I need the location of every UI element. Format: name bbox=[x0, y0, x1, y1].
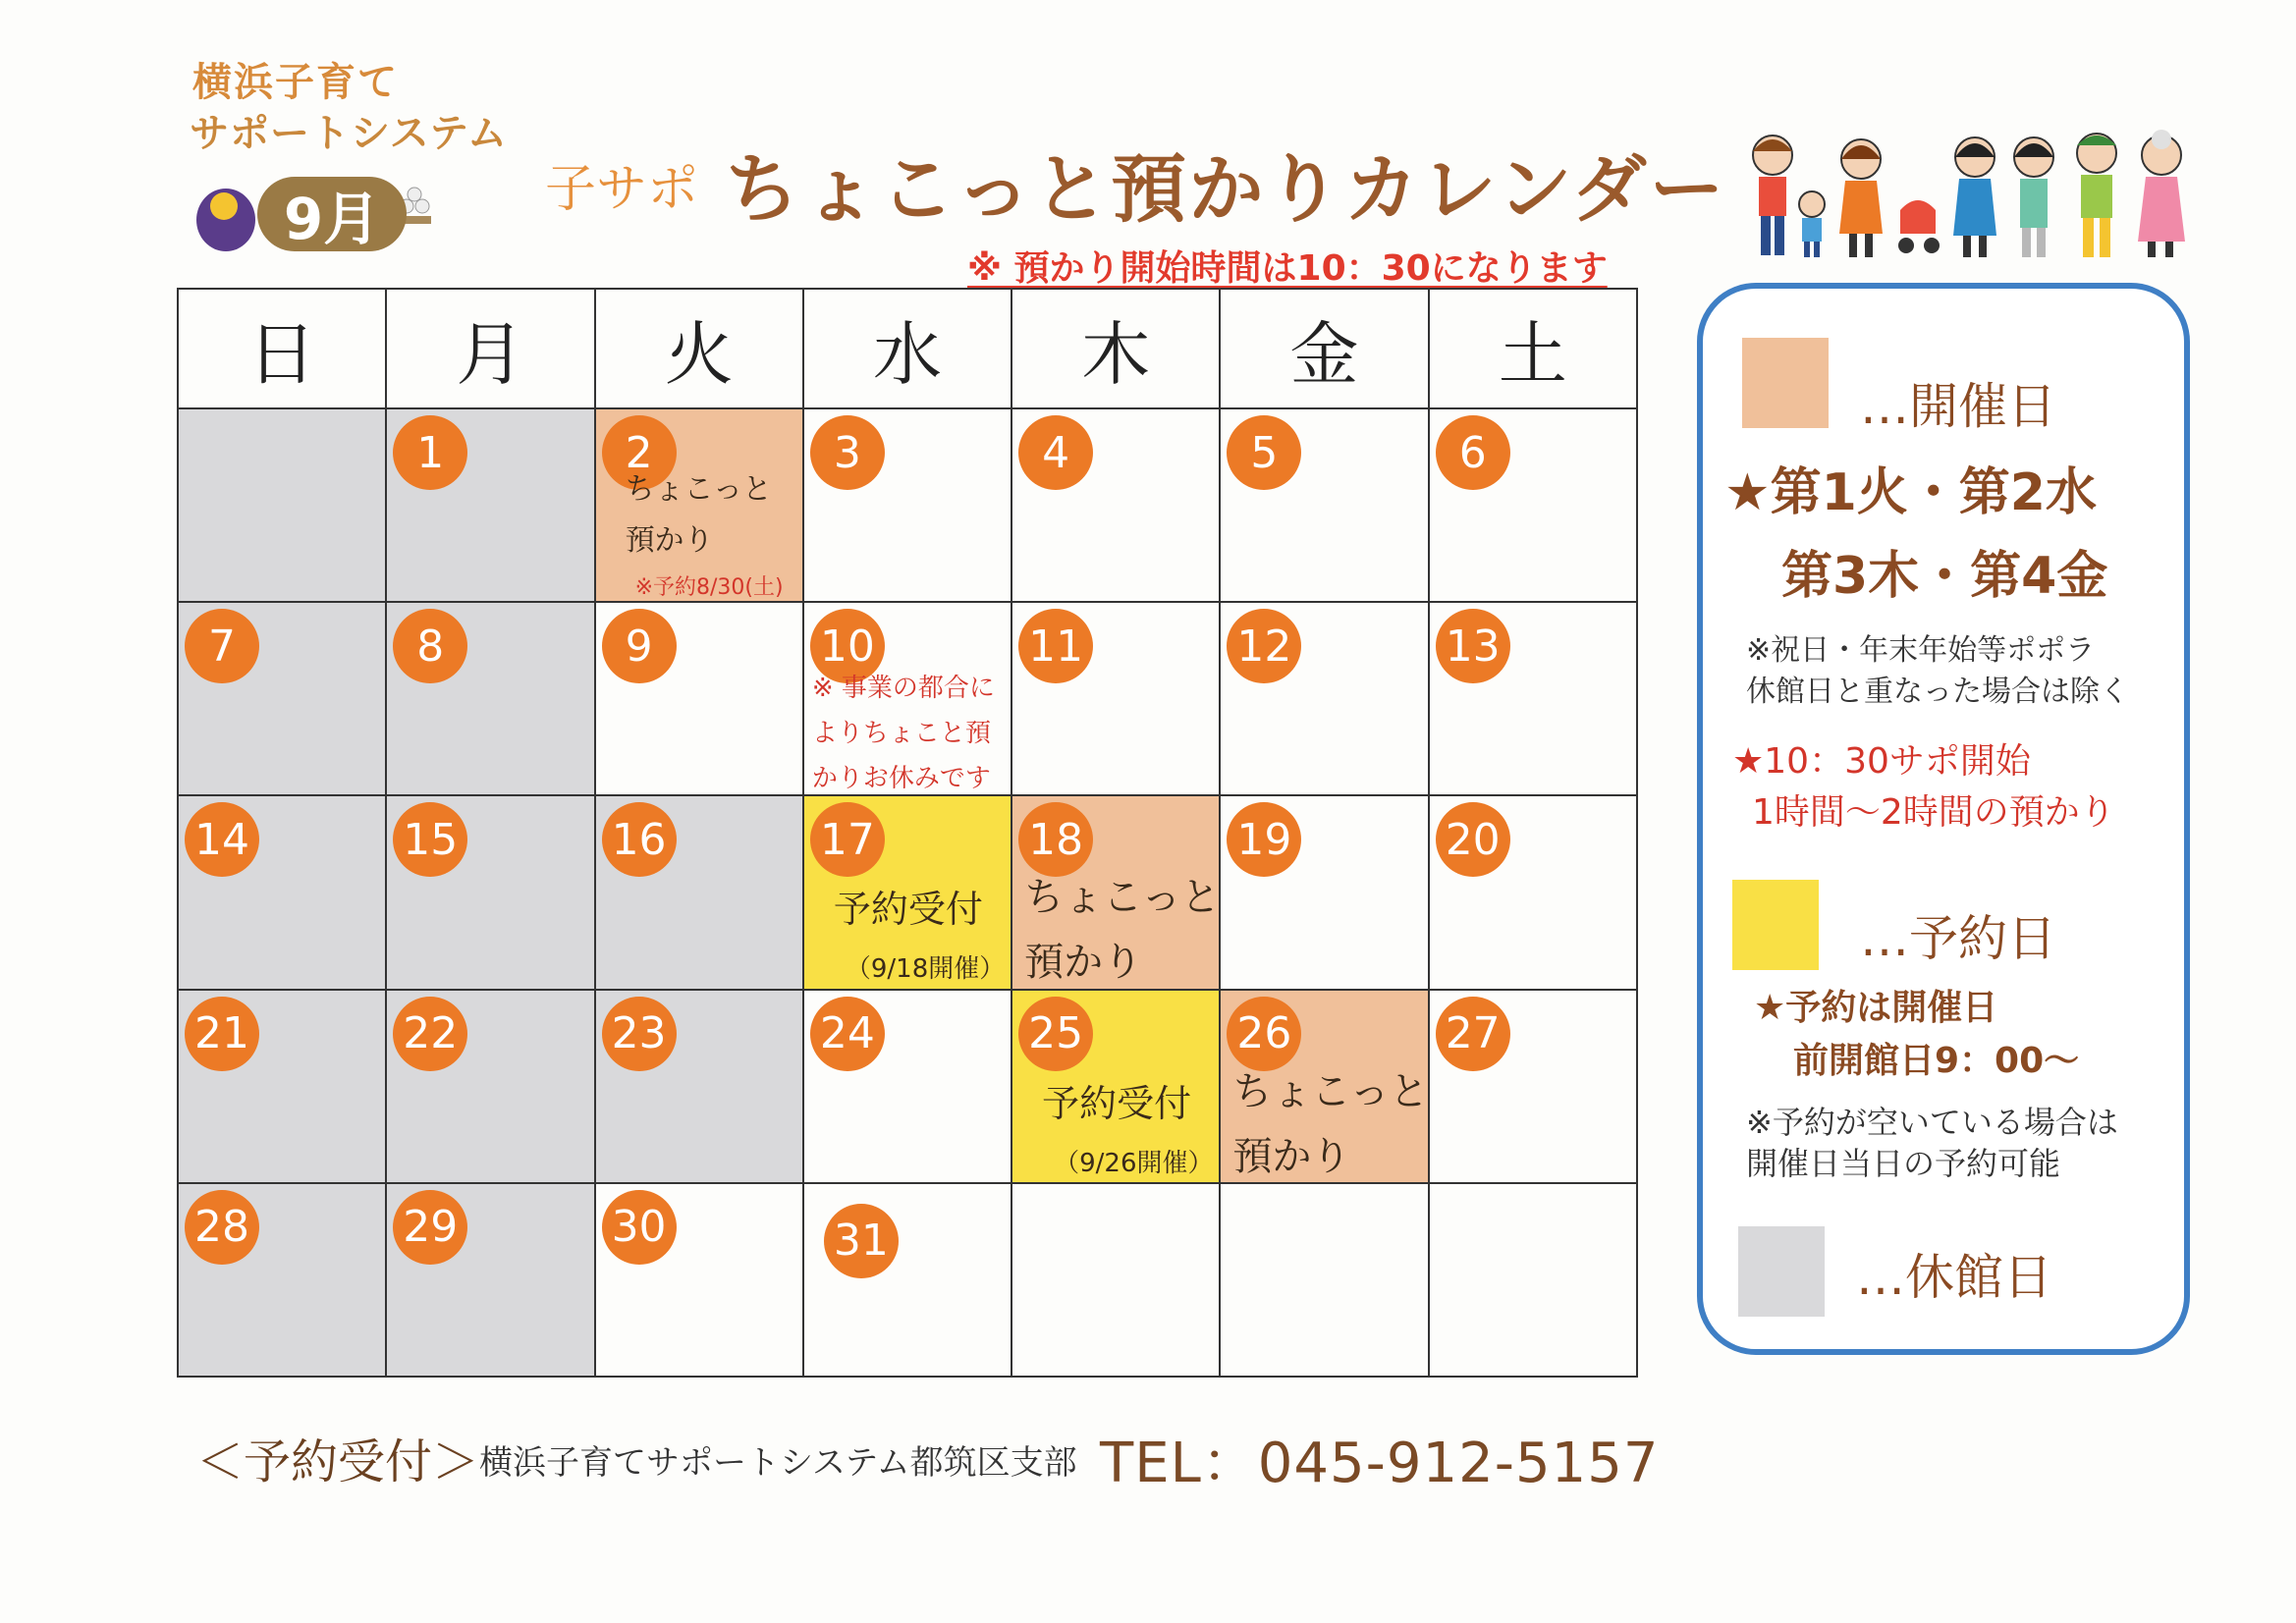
child-icon bbox=[1799, 191, 1825, 257]
day-cell-empty bbox=[1429, 1183, 1637, 1377]
event-text bbox=[626, 464, 772, 567]
day-cell-22 bbox=[386, 990, 594, 1183]
day-cell-empty bbox=[1011, 1183, 1220, 1377]
day-number: 4 bbox=[1018, 415, 1093, 490]
weekday-wed: 水 bbox=[803, 289, 1011, 408]
day-cell-23 bbox=[595, 990, 803, 1183]
day-cell-12 bbox=[1220, 602, 1428, 795]
day-cell-16 bbox=[595, 795, 803, 989]
day-cell-2 bbox=[595, 408, 803, 602]
page-title: ちょこっと預かりカレンダー bbox=[725, 145, 1727, 233]
day-cell-29 bbox=[386, 1183, 594, 1377]
day-cell-14 bbox=[178, 795, 386, 989]
reserve-legend-label: …予約日 bbox=[1860, 910, 2056, 967]
logo-line1: 横浜子育て bbox=[192, 60, 399, 105]
holiday-note bbox=[1746, 630, 2129, 713]
weekday-thu: 木 bbox=[1011, 289, 1220, 408]
reserve-note bbox=[1746, 1102, 2118, 1184]
event-text-line1: ちょこっと bbox=[1024, 875, 1221, 921]
week-row bbox=[178, 795, 1637, 989]
day-number: 27 bbox=[1436, 997, 1510, 1071]
closure-note-line3: かりお休みです bbox=[811, 764, 991, 794]
closure-note bbox=[812, 666, 995, 801]
day-cell-28 bbox=[178, 1183, 386, 1377]
footer-phone: TEL：045-912-5157 bbox=[1100, 1432, 1660, 1495]
day-cell-25 bbox=[1011, 990, 1220, 1183]
day-number: 29 bbox=[393, 1190, 467, 1265]
event-text-line2: 預かり bbox=[1232, 1133, 1351, 1179]
legend-panel bbox=[1697, 283, 2190, 1355]
day-cell-24 bbox=[803, 990, 1011, 1183]
reserve-note-line2: 開催日当日の予約可能 bbox=[1746, 1145, 2061, 1182]
stroller-icon bbox=[1898, 200, 1940, 253]
event-text-line2: 預かり bbox=[1024, 940, 1143, 986]
family-illustration bbox=[1743, 126, 2214, 263]
day-number: 12 bbox=[1227, 609, 1301, 683]
person-icon bbox=[2138, 130, 2185, 257]
title-prefix: 子サポ bbox=[545, 160, 699, 219]
day-cell-15 bbox=[386, 795, 594, 989]
closure-note-line2: よりちょこと預 bbox=[811, 719, 991, 749]
reservation-label: 予約受付 bbox=[1042, 1081, 1192, 1125]
day-number: 7 bbox=[185, 609, 259, 683]
footer-organization: 横浜子育てサポートシステム都筑区支部 bbox=[479, 1443, 1077, 1483]
day-cell-4 bbox=[1011, 408, 1220, 602]
weekday-mon: 月 bbox=[386, 289, 594, 408]
day-number: 17 bbox=[810, 802, 885, 877]
weekday-sun: 日 bbox=[178, 289, 386, 408]
weekday-header-row bbox=[178, 289, 1637, 408]
day-number: 31 bbox=[824, 1204, 899, 1278]
weekday-sat: 土 bbox=[1429, 289, 1637, 408]
time-note bbox=[1732, 736, 2115, 839]
footer-label: ＜予約受付＞ bbox=[196, 1434, 480, 1489]
day-number: 20 bbox=[1436, 802, 1510, 877]
day-number: 22 bbox=[393, 997, 467, 1071]
day-number: 10 bbox=[810, 609, 885, 683]
day-cell-10 bbox=[803, 602, 1011, 795]
event-text bbox=[1232, 1059, 1428, 1189]
day-cell-7 bbox=[178, 602, 386, 795]
time-note-line2: 1時間～2時間の預かり bbox=[1752, 792, 2115, 833]
event-text-line1: ちょこっと bbox=[1232, 1068, 1429, 1114]
week-row bbox=[178, 602, 1637, 795]
day-number: 25 bbox=[1018, 997, 1093, 1071]
event-swatch bbox=[1742, 338, 1829, 428]
day-number: 6 bbox=[1436, 415, 1510, 490]
week-row bbox=[178, 408, 1637, 602]
day-cell-empty bbox=[178, 408, 386, 602]
day-number: 11 bbox=[1018, 609, 1093, 683]
reserve-rule bbox=[1754, 982, 2079, 1088]
reservation-target-date: （9/26開催） bbox=[1054, 1148, 1214, 1178]
day-number: 14 bbox=[185, 802, 259, 877]
reserve-rule-line1: ★予約は開催日 bbox=[1754, 988, 1998, 1028]
reservation-target-date: （9/18開催） bbox=[845, 954, 1006, 985]
day-number: 18 bbox=[1018, 802, 1093, 877]
day-cell-13 bbox=[1429, 602, 1637, 795]
reserve-rule-line2: 前開館日9：00～ bbox=[1793, 1041, 2080, 1081]
day-number: 9 bbox=[602, 609, 677, 683]
event-legend-label: …開催日 bbox=[1860, 378, 2056, 435]
day-number: 2 bbox=[602, 415, 677, 490]
day-cell-8 bbox=[386, 602, 594, 795]
day-cell-20 bbox=[1429, 795, 1637, 989]
day-number: 8 bbox=[393, 609, 467, 683]
start-time-notice: ※ 預かり開始時間は10：30になります bbox=[967, 248, 1608, 289]
day-cell-27 bbox=[1429, 990, 1637, 1183]
time-note-line1: ★10：30サポ開始 bbox=[1732, 741, 2031, 782]
day-cell-5 bbox=[1220, 408, 1428, 602]
day-number: 16 bbox=[602, 802, 677, 877]
week-row bbox=[178, 1183, 1637, 1377]
day-number: 30 bbox=[602, 1190, 677, 1265]
day-number: 13 bbox=[1436, 609, 1510, 683]
event-text-line2: 預かり bbox=[625, 523, 714, 559]
day-cell-empty bbox=[1220, 1183, 1428, 1377]
event-text bbox=[1024, 865, 1220, 995]
day-cell-18 bbox=[1011, 795, 1220, 989]
holiday-note-line2: 休館日と重なった場合は除く bbox=[1746, 675, 2129, 709]
reservation-note: ※予約8/30(土) bbox=[634, 575, 784, 601]
month-label: 9月 bbox=[257, 177, 407, 251]
day-cell-11 bbox=[1011, 602, 1220, 795]
reserve-note-line1: ※予約が空いている場合は bbox=[1746, 1104, 2118, 1141]
day-number: 28 bbox=[185, 1190, 259, 1265]
calendar-table bbox=[177, 288, 1638, 1378]
day-number: 1 bbox=[393, 415, 467, 490]
person-icon bbox=[2077, 134, 2116, 257]
day-number: 3 bbox=[810, 415, 885, 490]
week-row bbox=[178, 990, 1637, 1183]
day-number: 19 bbox=[1227, 802, 1301, 877]
day-cell-30 bbox=[595, 1183, 803, 1377]
day-cell-26 bbox=[1220, 990, 1428, 1183]
closed-swatch bbox=[1738, 1226, 1825, 1317]
day-number: 23 bbox=[602, 997, 677, 1071]
holiday-note-line1: ※祝日・年末年始等ポポラ bbox=[1746, 633, 2096, 668]
person-icon bbox=[2014, 137, 2053, 257]
day-cell-1 bbox=[386, 408, 594, 602]
person-icon bbox=[1953, 137, 1996, 257]
day-cell-9 bbox=[595, 602, 803, 795]
reservation-label: 予約受付 bbox=[833, 888, 983, 932]
weekday-fri: 金 bbox=[1220, 289, 1428, 408]
day-cell-3 bbox=[803, 408, 1011, 602]
day-number: 26 bbox=[1227, 997, 1301, 1071]
closure-note-line1: ※ 事業の都合に bbox=[811, 674, 995, 704]
day-number: 24 bbox=[810, 997, 885, 1071]
logo-line2: サポートシステム bbox=[190, 111, 508, 156]
weekday-tue: 火 bbox=[595, 289, 803, 408]
reserve-swatch bbox=[1732, 880, 1819, 970]
day-cell-19 bbox=[1220, 795, 1428, 989]
event-rule-line2: 第3木・第4金 bbox=[1781, 547, 2108, 606]
person-icon bbox=[1753, 135, 1792, 255]
day-number: 5 bbox=[1227, 415, 1301, 490]
day-cell-31 bbox=[803, 1183, 1011, 1377]
day-number: 15 bbox=[393, 802, 467, 877]
day-cell-17 bbox=[803, 795, 1011, 989]
person-icon bbox=[1839, 139, 1883, 257]
closed-legend-label: …休館日 bbox=[1856, 1249, 2052, 1306]
event-text-line1: ちょこっと bbox=[625, 472, 772, 508]
event-rule-line1: ★第1火・第2水 bbox=[1724, 463, 2097, 522]
day-cell-6 bbox=[1429, 408, 1637, 602]
day-number: 21 bbox=[185, 997, 259, 1071]
day-cell-21 bbox=[178, 990, 386, 1183]
